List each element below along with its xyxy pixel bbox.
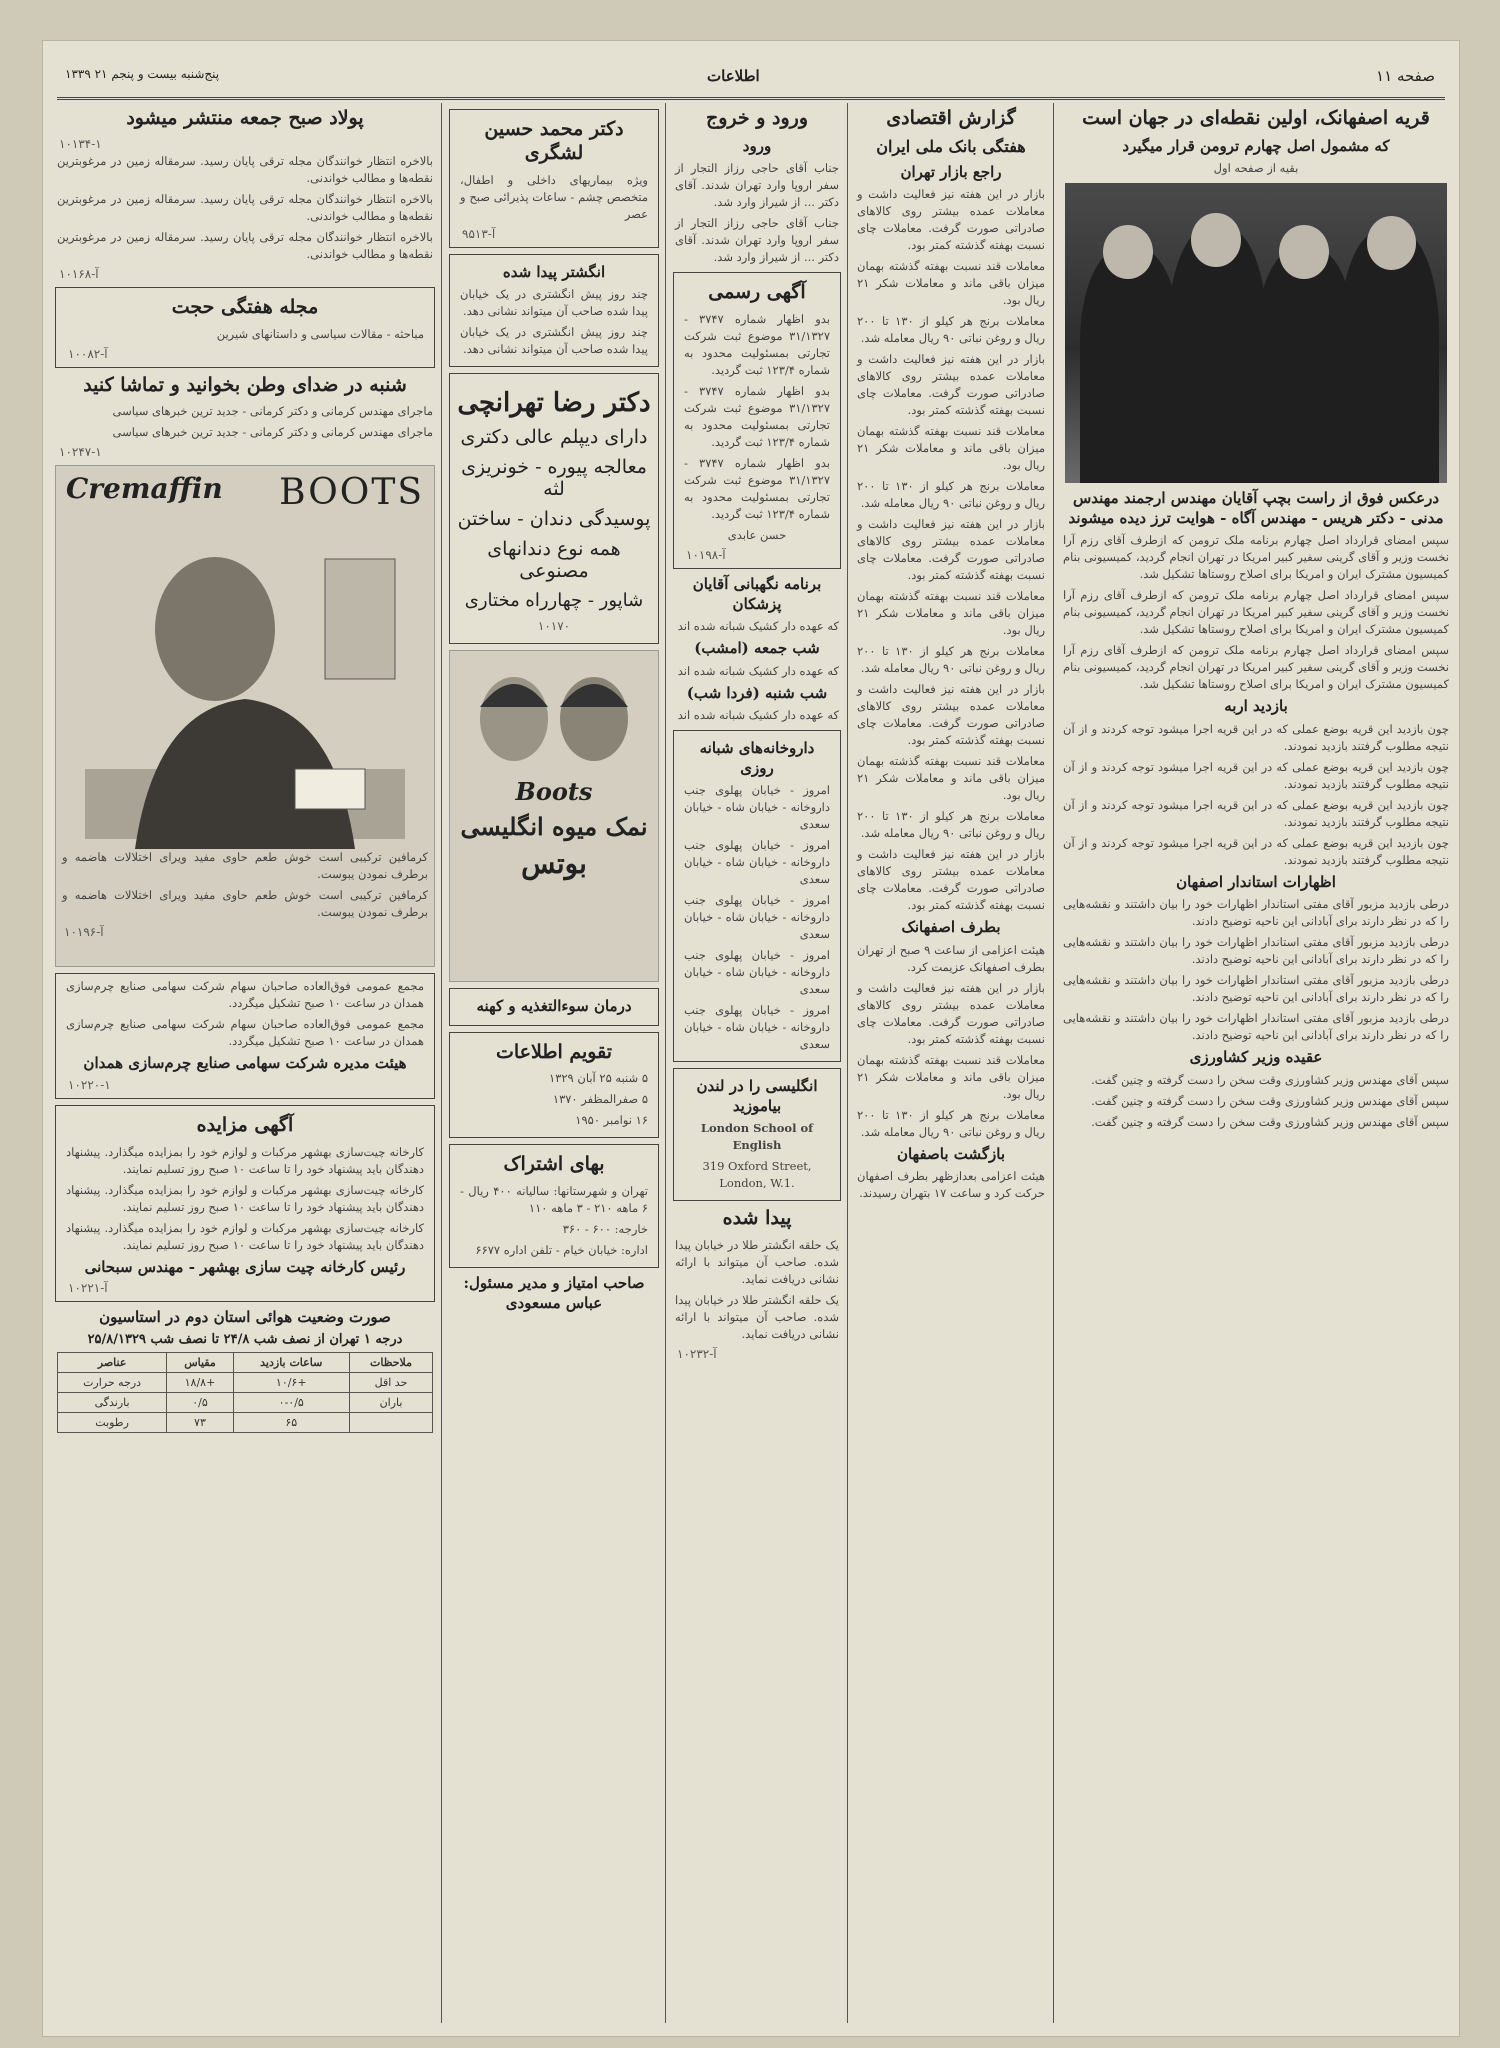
dentist-name: دکتر رضا تهرانچی (457, 388, 651, 418)
ring-found-text: چند روز پیش انگشتری در یک خیابان پیدا شده صاحب آن میتواند نشانی دهد. (460, 287, 648, 318)
section-heading: بازدید اربه (1224, 697, 1288, 716)
lost-found-title: پیدا شده (722, 1207, 792, 1229)
weather-cell: رطوبت (57, 1413, 167, 1433)
magazine-headline: پولاد صبح جمعه منتشر میشود (126, 107, 364, 129)
story-paragraph: سپس امضای قرارداد اصل چهارم برنامه ملک ترومن که ازطرف آقای رزم آرا نخست وزیر و آقای گرینی سفیر کبیر امریکا در تهران انجام گردید، کمیسیونی بنام کمیسیون مشترک ایران و امریکا برای اصلاح روستاها تشکیل شد. (1063, 533, 1449, 582)
film-text: ماجرای مهندس کرمانی و دکتر کرمانی - جدید ترین خبرهای سیاسی (112, 425, 433, 440)
nutrition-ad (449, 988, 659, 1026)
ad-code: ۱۰۲۴۷-۱ (59, 445, 102, 460)
ring-found-text: چند روز پیش انگشتری در یک خیابان پیدا شده صاحب آن میتواند نشانی دهد. (460, 325, 648, 356)
subscription-text: تهران و شهرستانها: سالیانه ۴۰۰ ریال - ۶ ماهه ۲۱۰ - ۳ ماهه ۱۱۰ (460, 1184, 649, 1215)
dentist-line: پوسیدگی دندان - ساختن (457, 508, 651, 530)
report-headline-line2: هفتگی بانک ملی ایران (876, 136, 1026, 156)
newspaper-page (42, 40, 1460, 2037)
auction-text: کارخانه چیت‌سازی بهشهر مرکبات و لوازم خود را بمزایده میگذارد. پیشنهاد دهندگان باید پیشنهاد خود را تا ساعت ۱۰ صبح روز تسلیم نمایند. (66, 1220, 424, 1252)
night-heading: شب جمعه (امشب) (694, 639, 820, 657)
doctor-ad-title: دکتر محمد حسین لشگری (484, 118, 624, 164)
pharmacy-text: امروز - خیابان پهلوی جنب داروخانه - خیابان شاه - خیابان سعدی (684, 1003, 830, 1051)
ad-code: آ-۱۰۲۳۲ (677, 1346, 717, 1361)
school-ad (673, 1068, 841, 1201)
arrivals-subhead: ورود (742, 136, 772, 155)
ad-code: آ-۱۰۱۹۶ (64, 925, 104, 940)
weather-header: مقیاس (167, 1353, 233, 1373)
story-paragraph: سپس امضای قرارداد اصل چهارم برنامه ملک ترومن که ازطرف آقای رزم آرا نخست وزیر و آقای گرینی سفیر کبیر امریکا در تهران انجام گردید، کمیسیونی بنام کمیسیون مشترک ایران و امریکا برای اصلاح روستاها تشکیل شد. (1063, 643, 1449, 692)
ring-found-title: انگشتر پیدا شده (502, 262, 606, 281)
boots-logo: BOOTS (279, 472, 424, 514)
official-notice (673, 272, 841, 569)
calendar-row: ۵ صفرالمظفر ۱۳۷۰ (552, 1092, 648, 1107)
ad-code: آ-۹۵۱۳ (462, 226, 496, 241)
arrivals-headline: ورود و خروج (705, 107, 809, 129)
official-notice-title: آگهی رسمی (708, 281, 806, 304)
weather-cell: حد اقل (349, 1373, 432, 1393)
column-rule (847, 103, 848, 2023)
weather-cell: بارندگی (57, 1393, 167, 1413)
boots-fruit-salt-ad (449, 650, 659, 982)
notice-signer: هیئت مدیره شرکت سهامی صنایع چرم‌سازی همدان (83, 1054, 407, 1073)
column-left-ads (51, 103, 439, 2023)
photo-caption: درعکس فوق از راست بچپ آقایان مهندس ارجمند مهندس مدنی - دکتر هریس - مهندس آگاه - هوایت ترز دیده میشوند (1068, 489, 1444, 527)
weather-cell: ۰-۰/۵ (233, 1393, 349, 1413)
report-headline: گزارش اقتصادی (886, 107, 1016, 129)
publisher-line: صاحب امتیاز و مدیر مسئول: عباس مسعودی (463, 1274, 645, 1312)
subscription-title: بهای اشتراک (503, 1153, 605, 1176)
dentist-line: همه نوع دندانهای مصنوعی (487, 538, 621, 582)
pharmacy-text: امروز - خیابان پهلوی جنب داروخانه - خیابان شاه - خیابان سعدی (684, 948, 830, 996)
school-ad-title: انگلیسی را در لندن بیاموزید (696, 1077, 818, 1115)
official-notice-signer: حسن عابدی (727, 528, 787, 542)
subscription-text: خارجه: ۶۰۰ - ۳۶۰ (562, 1222, 648, 1236)
table-row (57, 1373, 432, 1393)
report-paragraph: معاملات قند نسبت بهفته گذشته بهمان میزان باقی ماند و معاملات شکر ۲۱ ریال بود. (857, 1052, 1045, 1101)
official-notice-text: بدو اظهار شماره ۳۷۴۷ - ۳۱/۱۳۲۷ موضوع ثبت شرکت تجارتی بمسئولیت محدود به شماره ۱۲۳/۴ ثبت گردید. (684, 312, 830, 377)
pharmacy-text: امروز - خیابان پهلوی جنب داروخانه - خیابان شاه - خیابان سعدی (684, 783, 830, 831)
report-paragraph: بازار در این هفته نیز فعالیت داشت و معاملات عمده بیشتر روی کالاهای صادراتی صورت گرفت. معاملات چای نسبت بهفته گذشته کمتر بود. (857, 187, 1045, 253)
issue-date: پنج‌شنبه بیست و پنجم ۲۱ ۱۳۳۹ (65, 67, 220, 81)
report-subhead: راجع بازار تهران (900, 162, 1002, 181)
weather-header: ساعات بازدید (233, 1353, 349, 1373)
weather-cell: درجه حرارت (57, 1373, 167, 1393)
ring-found-ad (449, 254, 659, 368)
weather-title: صورت وضعیت هوائی استان دوم در استاسیون (99, 1308, 391, 1326)
story-paragraph: درطی بازدید مزبور آقای مفتی استاندار اظهارات خود را بیان داشتند و نقشه‌هایی را که در نظر دارند برای آبادانی این ناحیه توضیح دادند. (1063, 897, 1449, 929)
doctor-ad-text: ویژه بیماریهای داخلی و اطفال، متخصص چشم - ساعات پذیرائی صبح و عصر (460, 172, 648, 221)
boots-ad-line: بوتس (521, 847, 587, 880)
dentist-ad (449, 373, 659, 644)
weather-cell (349, 1413, 432, 1433)
auction-notice (55, 1105, 435, 1302)
film-headline: شنبه در ضدای وطن بخوانید و تماشا کنید (83, 373, 407, 396)
calendar-row: ۱۶ نوامبر ۱۹۵۰ (575, 1113, 648, 1128)
story-paragraph: درطی بازدید مزبور آقای مفتی استاندار اظهارات خود را بیان داشتند و نقشه‌هایی را که در نظر دارند برای آبادانی این ناحیه توضیح دادند. (1063, 1011, 1449, 1043)
ad-code: آ-۱۰۱۶۸ (59, 266, 99, 281)
report-paragraph: معاملات قند نسبت بهفته گذشته بهمان میزان باقی ماند و معاملات شکر ۲۱ ریال بود. (857, 259, 1045, 308)
report-paragraph: بازار در این هفته نیز فعالیت داشت و معاملات عمده بیشتر روی کالاهای صادراتی صورت گرفت. معاملات چای نسبت بهفته گذشته کمتر بود. (857, 847, 1045, 913)
report-paragraph: هیئت اعزامی بعدازظهر بطرف اصفهان حرکت کرد و ساعت ۱۷ بتهران رسیدند. (857, 1169, 1045, 1201)
story-headline: قریه اصفهانک، اولین نقطه‌ای در جهان است (1082, 107, 1430, 129)
column-arrivals-notices (669, 103, 845, 2023)
weekly-title: مجله هفتگی حجت (171, 295, 319, 318)
report-paragraph: معاملات برنج هر کیلو از ۱۳۰ تا ۲۰۰ ریال و روغن نباتی ۹۰ ریال معامله شد. (857, 479, 1046, 511)
weather-table (57, 1352, 433, 1433)
dentist-line: دارای دیپلم عالی دکتری (460, 426, 648, 448)
film-text: ماجرای مهندس کرمانی و دکتر کرمانی - جدید ترین خبرهای سیاسی (112, 404, 433, 419)
column-rule (665, 103, 666, 2023)
ad-code: آ-۱۰۰۸۲ (68, 346, 108, 361)
office-text: اداره: خیابان خیام - تلفن اداره ۶۶۷۷ (475, 1243, 648, 1257)
weekly-text: مباحثه - مقالات سیاسی و داستانهای شیرین (216, 326, 424, 341)
school-name: London School of English (700, 1121, 814, 1152)
column-rule (1053, 103, 1054, 2023)
weather-cell: باران (349, 1393, 432, 1413)
story-subhead: که مشمول اصل چهارم ترومن قرار میگیرد (1122, 136, 1390, 155)
report-paragraph: بازار در این هفته نیز فعالیت داشت و معاملات عمده بیشتر روی کالاهای صادراتی صورت گرفت. معاملات چای نسبت بهفته گذشته کمتر بود. (857, 517, 1045, 583)
report-paragraph: بازار در این هفته نیز فعالیت داشت و معاملات عمده بیشتر روی کالاهای صادراتی صورت گرفت. معاملات چای نسبت بهفته گذشته کمتر بود. (857, 352, 1045, 418)
page-header (57, 53, 1445, 100)
calendar-box (449, 1032, 659, 1139)
report-paragraph: معاملات برنج هر کیلو از ۱۳۰ تا ۲۰۰ ریال و روغن نباتی ۹۰ ریال معامله شد. (857, 644, 1046, 676)
ad-code: ۱۰۱۷۰ (537, 619, 571, 633)
lost-found-text: یک حلقه انگشتر طلا در خیابان پیدا شده. صاحب آن میتواند با ارائه نشانی دریافت نماید. (675, 1237, 839, 1286)
story-paragraph: درطی بازدید مزبور آقای مفتی استاندار اظهارات خود را بیان داشتند و نقشه‌هایی را که در نظر دارند برای آبادانی این ناحیه توضیح دادند. (1063, 935, 1449, 967)
dentist-line: شاپور - چهارراه مختاری (464, 590, 644, 611)
ad-code: ۱۰۲۲۰-۱ (68, 1077, 111, 1092)
official-notice-text: بدو اظهار شماره ۳۷۴۷ - ۳۱/۱۳۲۷ موضوع ثبت شرکت تجارتی بمسئولیت محدود به شماره ۱۲۳/۴ ثبت گردید. (684, 384, 830, 449)
doctor-ad (449, 109, 659, 248)
auction-title: آگهی مزایده (196, 1113, 294, 1136)
arrivals-paragraph: جناب آقای حاجی رزاز التجار از سفر اروپا وارد تهران شدند. آقای دکتر ... از شیراز وارد شد. (675, 161, 839, 210)
official-notice-text: بدو اظهار شماره ۳۷۴۷ - ۳۱/۱۳۲۷ موضوع ثبت شرکت تجارتی بمسئولیت محدود به شماره ۱۲۳/۴ ثبت گردید. (684, 456, 830, 521)
story-paragraph: چون بازدید این قریه بوضع عملی که در این قریه اجرا میشود توجه کردند و از آن نتیجه مطلوب گرفتند بازدید نمودند. (1063, 759, 1449, 791)
paper-name: اطلاعات (707, 67, 760, 85)
magazine-text: بالاخره انتظار خوانندگان مجله ترقی پایان رسید. سرمقاله زمین در مرغوبترین نقطه‌ها و مطالب خواندنی. (57, 191, 433, 223)
cremaffin-text: کرمافین ترکیبی است خوش طعم حاوی مفید ویرای اختلالات هاضمه و برطرف نمودن یبوست. (62, 850, 428, 882)
doctors-program-text: که عهده دار کشیک شبانه شده اند (677, 708, 839, 722)
notice-text: مجمع عمومی فوق‌العاده صاحبان سهام شرکت سهامی صنایع چرم‌سازی همدان در ساعت ۱۰ صبح تشکیل میگردد. (66, 979, 424, 1011)
column-economic-report (851, 103, 1051, 2023)
shareholders-notice (55, 973, 435, 1099)
doctors-program-text: که عهده دار کشیک شبانه شده اند (677, 619, 839, 633)
weather-header: ملاحظات (349, 1353, 432, 1373)
cremaffin-logo: Cremaffin (66, 472, 223, 506)
pharmacy-title: داروخانه‌های شبانه روزی (699, 739, 815, 777)
doctors-program-text: که عهده دار کشیک شبانه شده اند (677, 663, 839, 678)
report-paragraph: معاملات قند نسبت بهفته گذشته بهمان میزان باقی ماند و معاملات شکر ۲۱ ریال بود. (857, 754, 1045, 803)
magazine-text: بالاخره انتظار خوانندگان مجله ترقی پایان رسید. سرمقاله زمین در مرغوبترین نقطه‌ها و مطالب خواندنی. (57, 229, 433, 261)
story-paragraph: سپس آقای مهندس وزیر کشاورزی وقت سخن را دست گرفته و چنین گفت. (1091, 1114, 1449, 1129)
report-paragraph: بازار در این هفته نیز فعالیت داشت و معاملات عمده بیشتر روی کالاهای صادراتی صورت گرفت. معاملات چای نسبت بهفته گذشته کمتر بود. (857, 682, 1045, 748)
column-main-story (1057, 103, 1455, 2023)
auction-text: کارخانه چیت‌سازی بهشهر مرکبات و لوازم خود را بمزایده میگذارد. پیشنهاد دهندگان باید پیشنهاد خود را تا ساعت ۱۰ صبح روز تسلیم نمایند. (66, 1144, 424, 1176)
pharmacy-box (673, 730, 841, 1062)
report-paragraph: معاملات قند نسبت بهفته گذشته بهمان میزان باقی ماند و معاملات شکر ۲۱ ریال بود. (857, 589, 1045, 638)
auction-signer: رئیس کارخانه چیت سازی بهشهر - مهندس سبحانی (84, 1257, 406, 1276)
story-paragraph: چون بازدید این قریه بوضع عملی که در این قریه اجرا میشود توجه کردند و از آن نتیجه مطلوب گرفتند بازدید نمودند. (1063, 721, 1449, 753)
section-heading: بازگشت باصفهان (896, 1144, 1006, 1163)
table-row (57, 1393, 432, 1413)
women-illustration (454, 657, 654, 777)
notice-text: مجمع عمومی فوق‌العاده صاحبان سهام شرکت سهامی صنایع چرم‌سازی همدان در ساعت ۱۰ صبح تشکیل میگردد. (66, 1017, 424, 1049)
column-ads (445, 103, 663, 2023)
news-photo (1065, 183, 1447, 483)
story-paragraph: چون بازدید این قریه بوضع عملی که در این قریه اجرا میشود توجه کردند و از آن نتیجه مطلوب گرفتند بازدید نمودند. (1063, 797, 1449, 829)
ad-code: ۱۰۱۳۴-۱ (59, 136, 102, 151)
magazine-text: بالاخره انتظار خوانندگان مجله ترقی پایان رسید. سرمقاله زمین در مرغوبترین نقطه‌ها و مطالب خواندنی. (57, 153, 433, 185)
calendar-title: تقویم اطلاعات (495, 1040, 612, 1063)
story-paragraph: سپس آقای مهندس وزیر کشاورزی وقت سخن را دست گرفته و چنین گفت. (1091, 1072, 1449, 1087)
man-illustration (65, 519, 425, 849)
weather-cell: +۱۰/۶ (233, 1373, 349, 1393)
auction-text: کارخانه چیت‌سازی بهشهر مرکبات و لوازم خود را بمزایده میگذارد. پیشنهاد دهندگان باید پیشنهاد خود را تا ساعت ۱۰ صبح روز تسلیم نمایند. (66, 1182, 424, 1214)
calendar-row: ۵ شنبه ۲۵ آبان ۱۳۲۹ (549, 1071, 648, 1086)
pharmacy-text: امروز - خیابان پهلوی جنب داروخانه - خیابان شاه - خیابان سعدی (684, 893, 830, 941)
nutrition-ad-title: درمان سوءالتغذیه و کهنه (476, 997, 632, 1015)
table-row (57, 1413, 432, 1433)
report-paragraph: بازار در این هفته نیز فعالیت داشت و معاملات عمده بیشتر روی کالاهای صادراتی صورت گرفت. معاملات چای نسبت بهفته گذشته کمتر بود. (857, 980, 1045, 1046)
ad-code: آ-۱۰۱۹۸ (686, 548, 726, 562)
weather-subtitle: درجه ۱ تهران از نصف شب ۲۴/۸ تا نصف شب ۲۵/۸/۱۳۲۹ (87, 1331, 403, 1347)
story-paragraph: درطی بازدید مزبور آقای مفتی استاندار اظهارات خود را بیان داشتند و نقشه‌هایی را که در نظر دارند برای آبادانی این ناحیه توضیح دادند. (1063, 973, 1449, 1005)
weather-cell: ۷۳ (167, 1413, 233, 1433)
night-heading: شب شنبه (فردا شب) (686, 683, 828, 702)
boots-logo: Boots (515, 777, 593, 806)
school-address: 319 Oxford Street, London, W.1. (702, 1159, 812, 1190)
lost-found-text: یک حلقه انگشتر طلا در خیابان پیدا شده. صاحب آن میتواند با ارائه نشانی دریافت نماید. (675, 1292, 839, 1341)
subscription-box (449, 1144, 659, 1268)
boots-ad-line: نمک میوه انگلیسی (460, 812, 648, 841)
cremaffin-ad (55, 465, 435, 967)
section-heading: اظهارات استاندار اصفهان (1176, 872, 1336, 891)
story-paragraph: سپس امضای قرارداد اصل چهارم برنامه ملک ترومن که ازطرف آقای رزم آرا نخست وزیر و آقای گرینی سفیر کبیر امریکا در تهران انجام گردید، کمیسیونی بنام کمیسیون مشترک ایران و امریکا برای اصلاح روستاها تشکیل شد. (1063, 588, 1449, 637)
story-paragraph: سپس آقای مهندس وزیر کشاورزی وقت سخن را دست گرفته و چنین گفت. (1091, 1093, 1449, 1108)
weather-cell: +۱۸/۸ (167, 1373, 233, 1393)
weather-header: عناصر (57, 1353, 167, 1373)
report-paragraph: معاملات برنج هر کیلو از ۱۳۰ تا ۲۰۰ ریال و روغن نباتی ۹۰ ریال معامله شد. (857, 809, 1046, 841)
doctors-program-title: برنامه نگهبانی آقایان پزشکان (692, 575, 822, 613)
page-number: صفحه ۱۱ (1376, 67, 1435, 85)
cremaffin-text: کرمافین ترکیبی است خوش طعم حاوی مفید ویرای اختلالات هاضمه و برطرف نمودن یبوست. (62, 888, 428, 920)
pharmacy-text: امروز - خیابان پهلوی جنب داروخانه - خیابان شاه - خیابان سعدی (684, 838, 830, 886)
ad-code: آ-۱۰۲۲۱ (68, 1281, 108, 1295)
story-continued: بقیه از صفحه اول (1213, 161, 1299, 176)
weather-cell: ۰/۵ (167, 1393, 233, 1413)
report-paragraph: معاملات برنج هر کیلو از ۱۳۰ تا ۲۰۰ ریال و روغن نباتی ۹۰ ریال معامله شد. (857, 314, 1046, 346)
weekly-magazine-ad (55, 287, 435, 368)
report-paragraph: معاملات قند نسبت بهفته گذشته بهمان میزان باقی ماند و معاملات شکر ۲۱ ریال بود. (857, 424, 1045, 473)
section-heading: عقیده وزیر کشاورزی (1189, 1048, 1323, 1067)
section-heading: بطرف اصفهانک (901, 918, 1001, 937)
weather-cell: ۶۵ (233, 1413, 349, 1433)
report-paragraph: معاملات برنج هر کیلو از ۱۳۰ تا ۲۰۰ ریال و روغن نباتی ۹۰ ریال معامله شد. (857, 1107, 1046, 1139)
story-paragraph: چون بازدید این قریه بوضع عملی که در این قریه اجرا میشود توجه کردند و از آن نتیجه مطلوب گرفتند بازدید نمودند. (1063, 835, 1449, 867)
column-rule (441, 103, 442, 2023)
report-paragraph: هیئت اعزامی از ساعت ۹ صبح از تهران بطرف اصفهانک عزیمت کرد. (857, 942, 1045, 974)
dentist-line: معالجه پیوره - خونریزی لثه (461, 456, 647, 500)
arrivals-paragraph: جناب آقای حاجی رزاز التجار از سفر اروپا وارد تهران شدند. آقای دکتر ... از شیراز وارد شد. (675, 216, 839, 265)
